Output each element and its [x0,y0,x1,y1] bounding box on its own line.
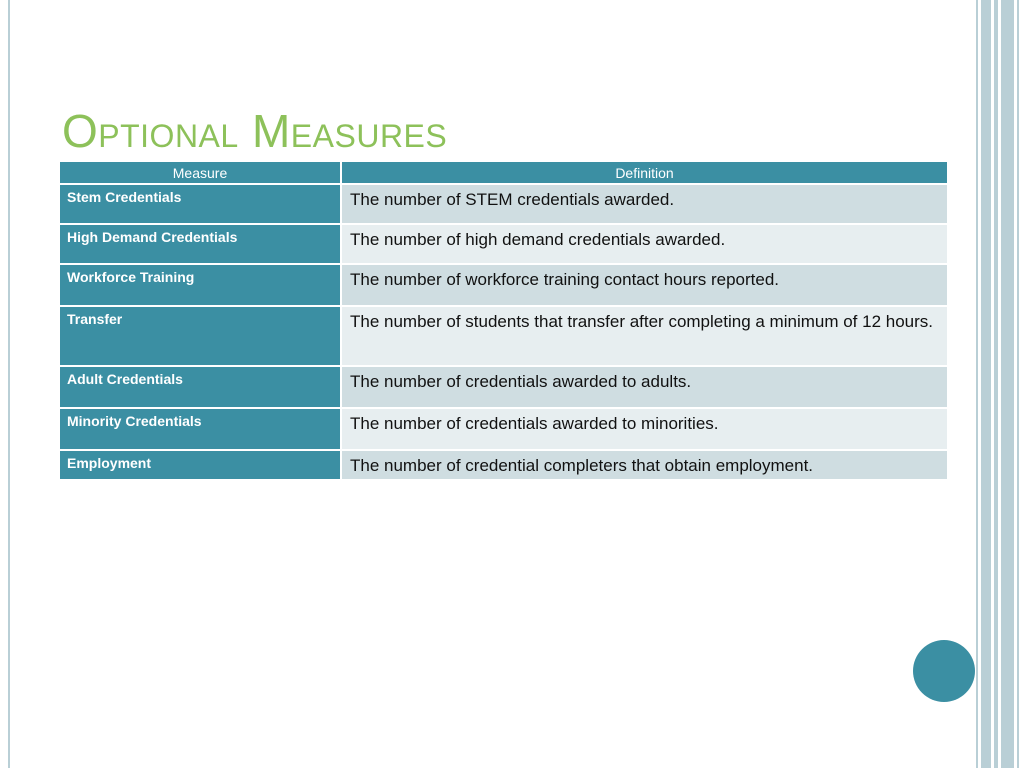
table-row [60,408,947,450]
table-row [60,366,947,408]
definition-cell: The number of STEM credentials awarded. [341,184,947,224]
definition-cell: The number of credentials awarded to minorities. [341,408,947,450]
left-border-line [8,0,10,768]
right-border-stripe [1017,0,1019,768]
measure-cell: Minority Credentials [60,408,341,450]
table-row [60,264,947,306]
table-row [60,224,947,264]
right-border-stripe [976,0,978,768]
decorative-circle [913,640,975,702]
definition-cell: The number of workforce training contact hours reported. [341,264,947,306]
table-header-row [60,162,947,184]
measure-cell: High Demand Credentials [60,224,341,264]
definition-cell: The number of high demand credentials awarded. [341,224,947,264]
measure-cell: Employment [60,450,341,480]
measures-table [60,162,947,481]
table-row [60,450,947,480]
measure-cell: Adult Credentials [60,366,341,408]
definition-cell: The number of credential completers that obtain employment. [341,450,947,480]
definition-cell: The number of credentials awarded to adults. [341,366,947,408]
table-row [60,184,947,224]
measure-cell: Stem Credentials [60,184,341,224]
measure-cell: Workforce Training [60,264,341,306]
right-border-stripe [981,0,991,768]
measure-cell: Transfer [60,306,341,366]
definition-column-header: Definition [341,162,947,184]
right-border-stripe [994,0,998,768]
slide-title: Optional Measures [62,105,448,157]
right-border-stripe [1001,0,1014,768]
definition-cell: The number of students that transfer after completing a minimum of 12 hours. [341,306,947,366]
table-row [60,306,947,366]
measure-column-header: Measure [60,162,341,184]
